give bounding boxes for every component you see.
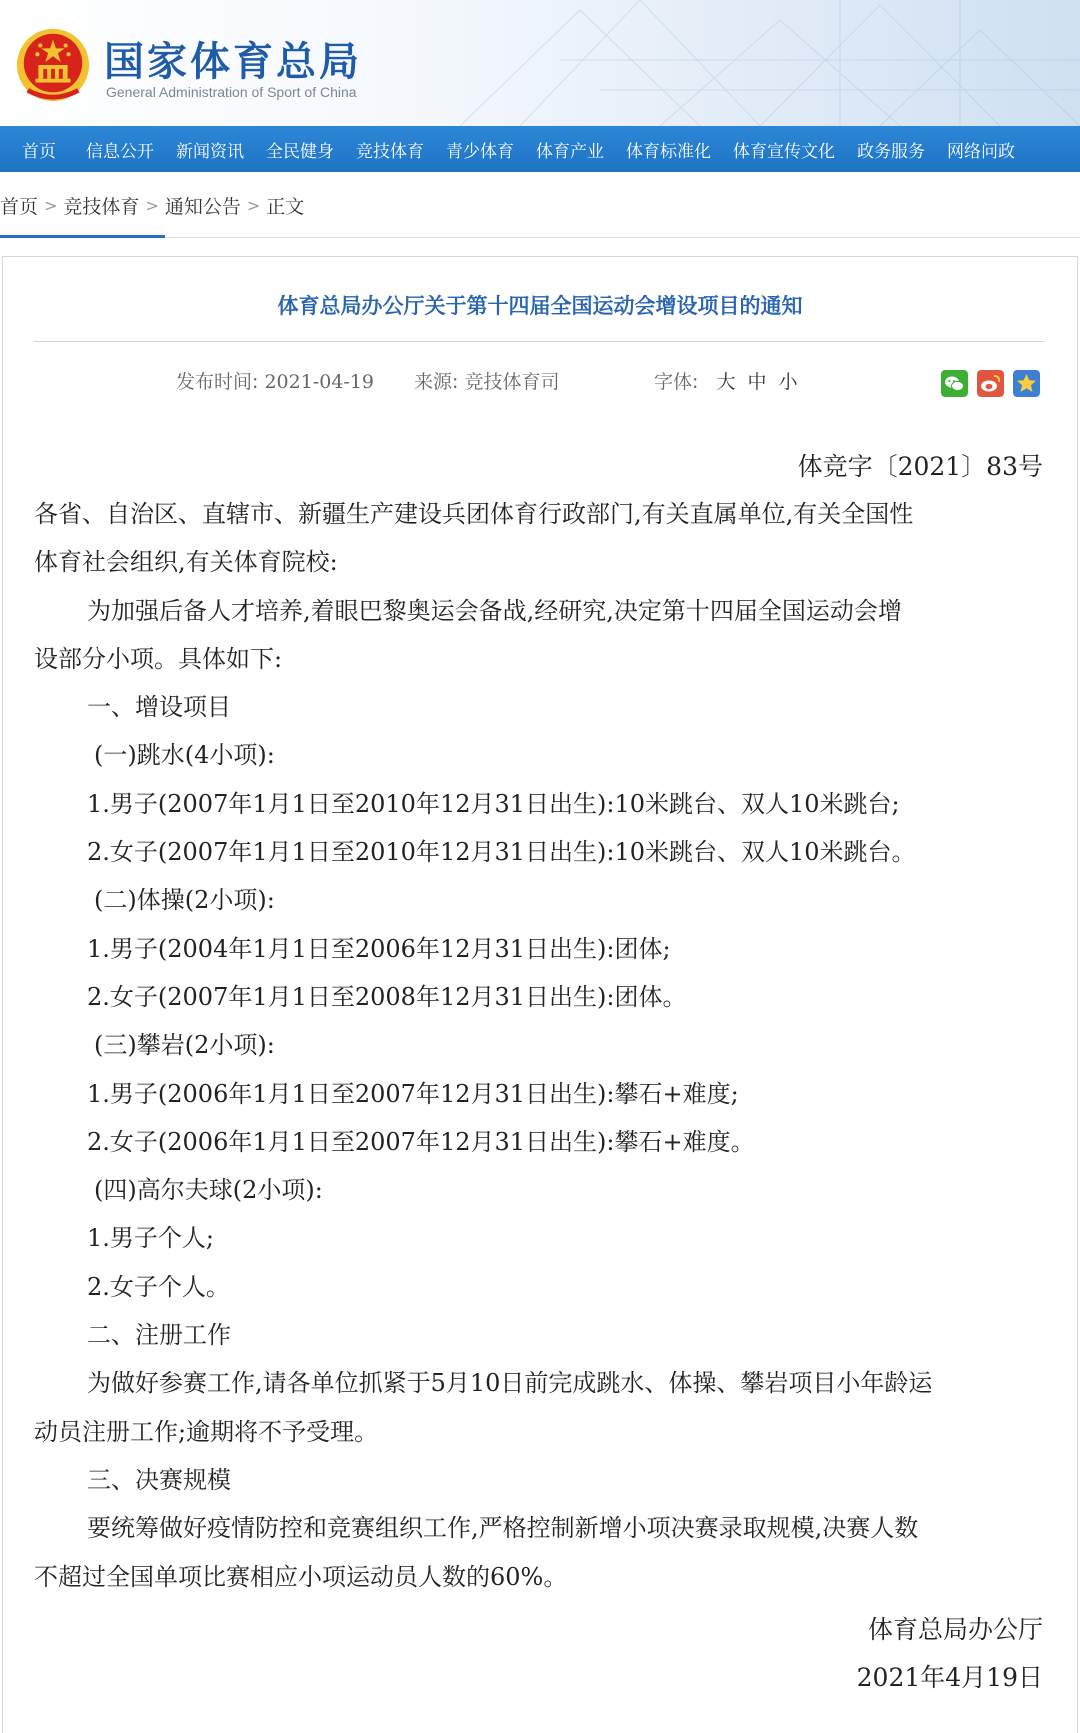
breadcrumb-home[interactable]: 首页 [0,195,39,218]
list-item: 2.女子(2007年1月1日至2010年12月31日出生):10米跳台、双人10米跳台。 [87,838,916,867]
subsection-heading: (三)攀岩(2小项): [94,1031,275,1060]
list-item: 2.女子(2006年1月1日至2007年12月31日出生):攀石+难度。 [87,1127,755,1156]
font-size-control [654,367,804,394]
nav-item-standardization[interactable]: 体育标准化 [626,141,711,162]
nav-item-news[interactable]: 新闻资讯 [176,141,244,162]
list-item: 1.男子个人; [87,1224,214,1253]
breadcrumb [0,190,304,220]
favorite-star-icon[interactable] [1013,370,1040,397]
paragraph: 各省、自治区、直辖市、新疆生产建设兵团体育行政部门,有关直属单位,有关全国性 [34,500,914,528]
source-value: 竞技体育司 [464,371,560,393]
list-item: 1.男子(2004年1月1日至2006年12月31日出生):团体; [87,934,671,963]
breadcrumb-current: 正文 [266,195,305,218]
font-size-large-button[interactable]: 大 [716,371,736,393]
breadcrumb-separator: > [145,195,159,215]
nav-item-sports-industry[interactable]: 体育产业 [536,141,604,162]
nav-item-home[interactable]: 首页 [22,141,56,162]
document-number: 体竞字〔2021〕83号 [797,452,1043,481]
nav-item-youth-sports[interactable]: 青少体育 [446,141,514,162]
paragraph: 要统筹做好疫情防控和竞赛组织工作,严格控制新增小项决赛录取规模,决赛人数 [87,1514,919,1543]
signature: 体育总局办公厅 [867,1615,1043,1644]
source-label: 来源: [414,371,459,393]
header-decoration [460,0,1080,126]
article-body [34,490,1044,1601]
article-title: 体育总局办公厅关于第十四届全国运动会增设项目的通知 [277,294,803,318]
nav-item-gov-services[interactable]: 政务服务 [857,141,925,162]
paragraph: 设部分小项。具体如下: [34,644,283,673]
section-heading: 一、增设项目 [87,693,231,722]
font-size-label: 字体: [654,371,699,393]
list-item: 2.女子(2007年1月1日至2008年12月31日出生):团体。 [87,982,687,1011]
publish-date [176,367,374,394]
section-heading: 二、注册工作 [87,1321,231,1350]
breadcrumb-separator: > [44,195,58,215]
breadcrumb-competitive-sports[interactable]: 竞技体育 [63,195,140,218]
wechat-icon[interactable] [941,370,968,397]
list-item: 1.男子(2006年1月1日至2007年12月31日出生):攀石+难度; [87,1079,739,1108]
section-heading: 三、决赛规模 [87,1465,231,1494]
paragraph: 为做好参赛工作,请各单位抓紧于5月10日前完成跳水、体操、攀岩项目小年龄运 [87,1369,933,1398]
subsection-heading: (一)跳水(4小项): [94,741,275,770]
publish-date-label: 发布时间: [176,371,259,393]
nav-item-info-disclosure[interactable]: 信息公开 [86,141,154,162]
nav-item-fitness[interactable]: 全民健身 [266,141,334,162]
breadcrumb-separator: > [246,195,261,215]
paragraph: 为加强后备人才培养,着眼巴黎奥运会备战,经研究,决定第十四届全国运动会增 [87,596,902,625]
national-emblem-icon [14,26,92,104]
paragraph: 动员注册工作;逾期将不予受理。 [34,1417,379,1446]
title-divider [34,341,1044,342]
weibo-icon[interactable] [977,370,1004,397]
breadcrumb-active-underline [0,235,165,238]
font-size-small-button[interactable]: 小 [778,371,798,393]
site-title[interactable]: 国家体育总局 [104,39,362,85]
publish-date-value: 2021-04-19 [264,371,374,393]
article-source [414,367,559,394]
font-size-medium-button[interactable]: 中 [747,371,767,393]
subsection-heading: (二)体操(2小项): [94,886,275,915]
nav-item-competitive-sports[interactable]: 竞技体育 [356,141,424,162]
breadcrumb-notices[interactable]: 通知公告 [164,195,241,218]
sign-date: 2021年4月19日 [856,1663,1043,1692]
paragraph: 体育社会组织,有关体育院校: [34,548,338,577]
list-item: 1.男子(2007年1月1日至2010年12月31日出生):10米跳台、双人10米跳台; [87,789,900,818]
main-nav [0,126,1080,172]
nav-item-publicity-culture[interactable]: 体育宣传文化 [733,141,835,162]
site-subtitle: General Administration of Sport of China [106,84,357,100]
site-header [0,0,1080,126]
list-item: 2.女子个人。 [87,1272,230,1301]
paragraph: 不超过全国单项比赛相应小项运动员人数的60%。 [34,1562,568,1591]
subsection-heading: (四)高尔夫球(2小项): [94,1176,323,1205]
nav-item-online-inquiry[interactable]: 网络问政 [947,141,1015,162]
